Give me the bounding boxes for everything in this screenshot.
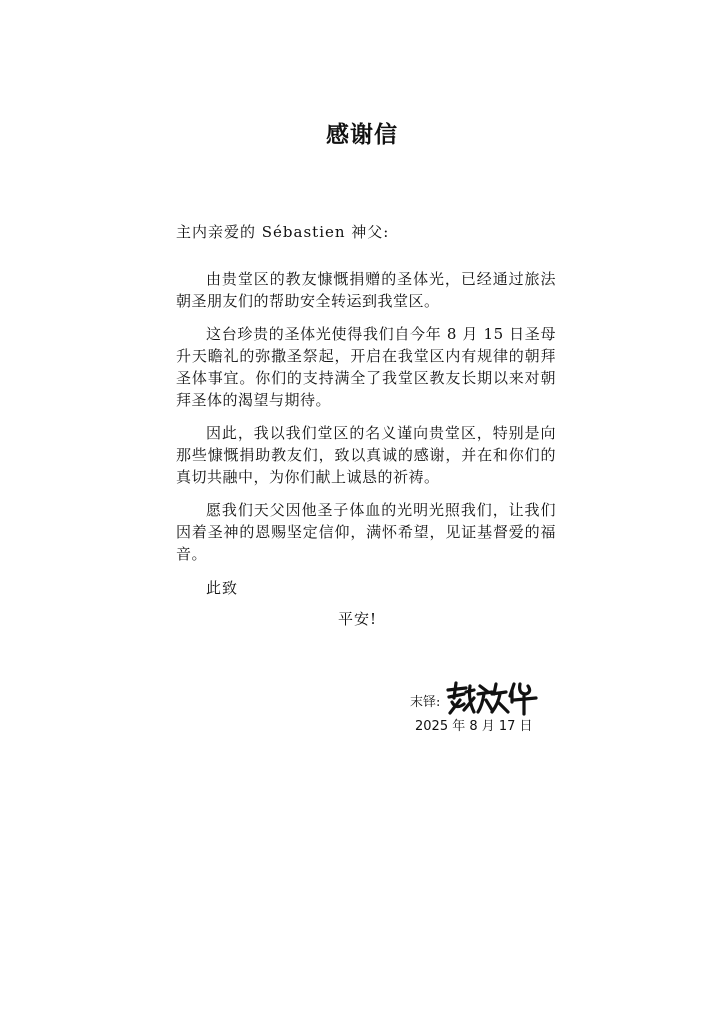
date: 2025 年 8 月 17 日 [415, 719, 533, 734]
paragraph-2: 这台珍贵的圣体光使得我们自今年 8 月 15 日圣母升天瞻礼的弥撒圣祭起，开启在我堂区内有规律的朝拜圣体事宜。你们的支持满全了我堂区教友长期以来对朝拜圣体的渴望与期待。 [176, 325, 556, 409]
greeting: 平安! [338, 610, 378, 628]
closing: 此致 [206, 579, 239, 597]
signature-block [410, 680, 540, 716]
paragraph-4: 愿我们天父因他圣子体血的光明光照我们，让我们因着圣神的恩赐坚定信仰，满怀希望，见证基督爱的福音。 [176, 501, 556, 563]
signer-label: 末铎: [410, 695, 441, 710]
letter-body [176, 268, 556, 576]
paragraph-1: 由贵堂区的教友慷慨捐赠的圣体光，已经通过旅法朝圣朋友们的帮助安全转运到我堂区。 [176, 270, 556, 310]
salutation: 主内亲爱的 Sébastien 神父: [176, 223, 390, 241]
paragraph-3: 因此，我以我们堂区的名义谨向贵堂区，特别是向那些慷慨捐助教友们，致以真诚的感谢，并在和你们的真切共融中，为你们献上诚恳的祈祷。 [176, 424, 556, 486]
letter-title: 感谢信 [326, 122, 398, 148]
handwritten-signature [444, 680, 540, 716]
